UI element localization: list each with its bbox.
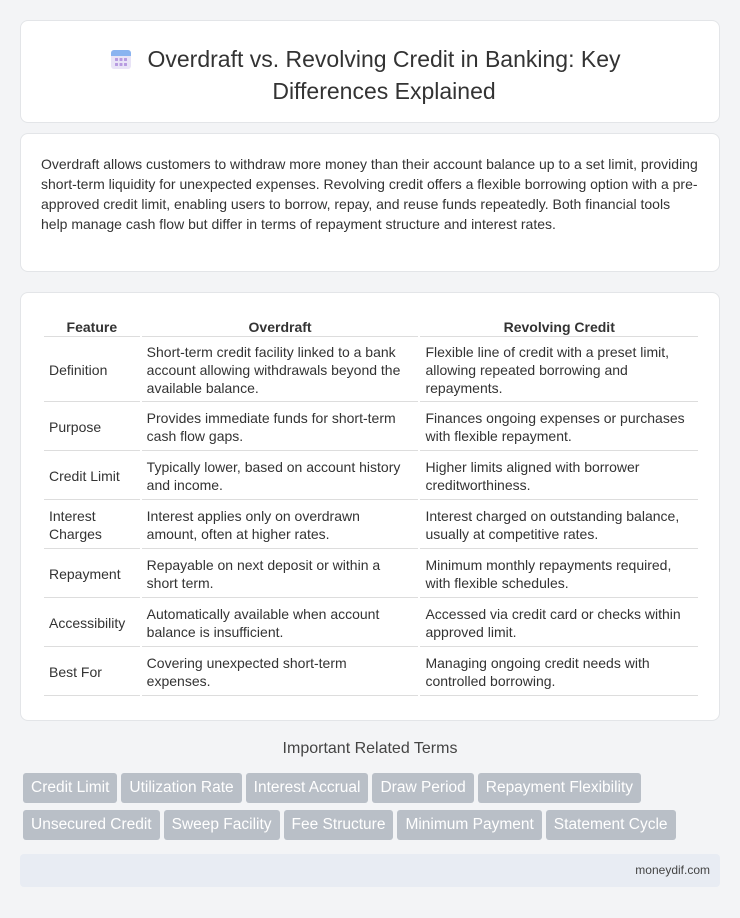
overdraft-cell: Interest applies only on overdrawn amount, often at higher rates. [142,502,419,549]
revolving-cell: Higher limits aligned with borrower creditworthiness. [420,453,698,500]
comparison-table-card [20,292,720,721]
table-row [44,649,698,696]
table-row [44,551,698,598]
term-tag[interactable]: Repayment Flexibility [478,773,641,803]
overdraft-cell: Typically lower, based on account history and income. [142,453,419,500]
term-tag[interactable]: Sweep Facility [164,810,280,840]
feature-cell: Credit Limit [44,453,140,500]
feature-cell: Interest Charges [44,502,140,549]
intro-card [20,133,720,272]
revolving-cell: Accessed via credit card or checks within approved limit. [420,600,698,647]
revolving-cell: Interest charged on outstanding balance, usually at competitive rates. [420,502,698,549]
revolving-cell: Managing ongoing credit needs with controlled borrowing. [420,649,698,696]
comparison-table [42,313,700,698]
footer-site[interactable]: moneydif.com [635,863,710,877]
related-terms-list [23,773,723,847]
term-tag[interactable]: Draw Period [372,773,473,803]
table-row [44,502,698,549]
footer [20,854,720,887]
term-tag[interactable]: Unsecured Credit [23,810,160,840]
table-row [44,339,698,402]
header-overdraft: Overdraft [142,315,419,337]
table-row [44,404,698,451]
overdraft-cell: Automatically available when account balance is insufficient. [142,600,419,647]
feature-cell: Repayment [44,551,140,598]
feature-cell: Definition [44,339,140,402]
overdraft-cell: Provides immediate funds for short-term cash flow gaps. [142,404,419,451]
feature-cell: Accessibility [44,600,140,647]
intro-text: Overdraft allows customers to withdraw more money than their account balance up to a set limit, providing short-term liquidity for unexpected expenses. Revolving credit offers a flexible borrowing option with a pre-approved credit limit, enabling users to borrow, repay, and reuse funds repeatedly. Both financial tools help manage cash flow but differ in terms of repayment structure and interest rates. [41,156,698,232]
term-tag[interactable]: Minimum Payment [397,810,541,840]
overdraft-cell: Repayable on next deposit or within a short term. [142,551,419,598]
term-tag[interactable]: Utilization Rate [121,773,241,803]
title-card [20,20,720,123]
header-feature: Feature [44,315,140,337]
related-terms-heading: Important Related Terms [282,740,458,757]
term-tag[interactable]: Credit Limit [23,773,117,803]
revolving-cell: Flexible line of credit with a preset limit, allowing repeated borrowing and repayments. [420,339,698,402]
term-tag[interactable]: Interest Accrual [246,773,369,803]
overdraft-cell: Covering unexpected short-term expenses. [142,649,419,696]
feature-cell: Purpose [44,404,140,451]
term-tag[interactable]: Statement Cycle [546,810,676,840]
header-revolving-credit: Revolving Credit [420,315,698,337]
term-tag[interactable]: Fee Structure [284,810,394,840]
feature-cell: Best For [44,649,140,696]
overdraft-cell: Short-term credit facility linked to a bank account allowing withdrawals beyond the available balance. [142,339,419,402]
revolving-cell: Finances ongoing expenses or purchases with flexible repayment. [420,404,698,451]
table-row [44,600,698,647]
page-title: Overdraft vs. Revolving Credit in Banking: Key Differences Explained [147,46,621,104]
table-header-row [44,315,698,337]
revolving-cell: Minimum monthly repayments required, with flexible schedules. [420,551,698,598]
table-row [44,453,698,500]
